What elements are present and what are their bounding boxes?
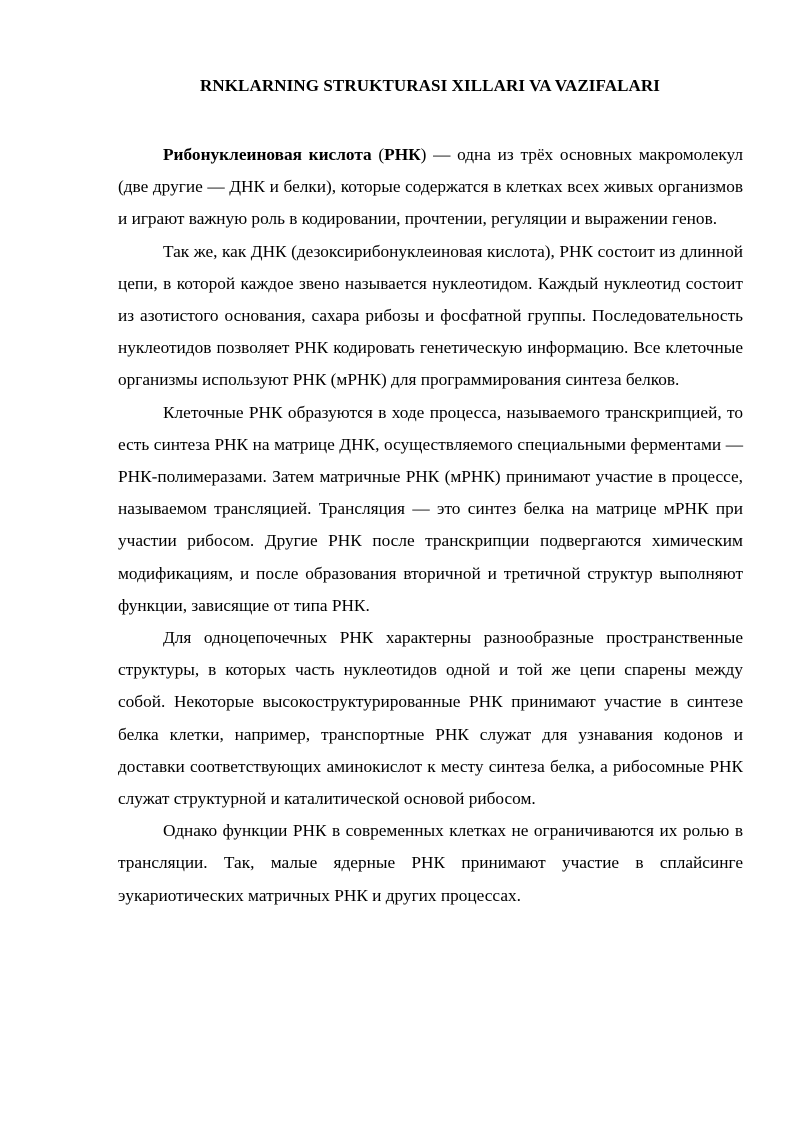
paragraph-2: Так же, как ДНК (дезоксирибонуклеиновая кислота), РНК состоит из длинной цепи, в которой каждое звено называется нуклеотидом. Каждый нуклеотид состоит из азотистого основания, сахара рибозы и фосфатной группы. Последовательность нуклеотидов позволяет РНК кодировать генетическую информацию. Все клеточные организмы используют РНК (мРНК) для программирования синтеза белков. <box>118 241 743 390</box>
paragraph-3: Клеточные РНК образуются в ходе процесса, называемого транскрипцией, то есть синтеза РНК на матрице ДНК, осуществляемого специальными ферментами — РНК-полимеразами. Затем матричные РНК (мРНК) принимают участие в процессе, называемом трансляцией. Трансляция — это синтез белка на матрице мРНК при участии рибосом. Другие РНК после транскрипции подвергаются химическим модификациям, и после образования вторичной и третичной структур выполняют функции, зависящие от типа РНК. <box>118 402 743 615</box>
term-rna: Рибонуклеиновая кислота <box>163 145 372 164</box>
term-open-paren: ( <box>371 145 385 164</box>
paragraph-1-text: — одна из трёх основных макромолекул (две другие — ДНК и белки), которые содержатся в клетках всех живых организмов и играют важную роль в кодировании, прочтении, регуляции и выражении генов. <box>118 145 743 229</box>
document-title: RNKLARNING STRUKTURASI XILLARI VA VAZIFALARI <box>199 76 661 95</box>
term-close-paren: ) <box>420 145 427 164</box>
paragraph-4: Для одноцепочечных РНК характерны разнообразные пространственные структуры, в которых часть нуклеотидов одной и той же цепи спарены между собой. Некоторые высокоструктурированные РНК принимают участие в синтезе белка клетки, например, транспортные РНК служат для узнавания кодонов и доставки соответствующих аминокислот к месту синтеза белка, а рибосомные РНК служат структурной и каталитической основой рибосом. <box>118 628 743 809</box>
document-body <box>118 139 743 912</box>
paragraph-5: Однако функции РНК в современных клетках не ограничиваются их ролью в трансляции. Так, малые ядерные РНК принимают участие в сплайсинге эукариотических матричных РНК и других процессах. <box>118 821 743 905</box>
term-abbreviation: РНК <box>384 145 421 164</box>
paragraph-1 <box>118 139 743 236</box>
